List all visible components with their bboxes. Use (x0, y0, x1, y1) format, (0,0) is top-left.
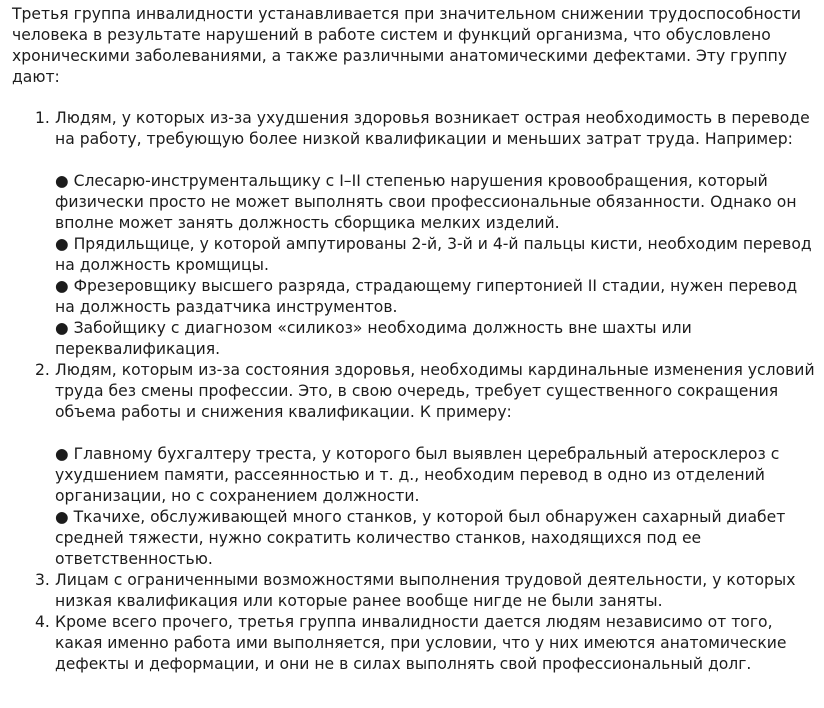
list-item-1 (12, 108, 820, 360)
list-item-3 (12, 570, 820, 612)
item-number: 1. (35, 109, 50, 127)
bullet-item: ● Главному бухгалтеру треста, у которого был выявлен церебральный атеросклероз с ухудшением памяти, рассеянностью и т. д., необходим перевод в одно из отделений организации, но с сохранением должности. (55, 445, 780, 505)
item-number: 3. (35, 571, 50, 589)
bullet-list (55, 171, 820, 360)
intro-paragraph: Третья группа инвалидности устанавливается при значительном снижении трудоспособности человека в результате нарушений в работе систем и функций организма, что обусловлено хроническими заболеваниями, а также различными анатомическими дефектами. Эту группу дают: (12, 5, 802, 86)
document-body (12, 4, 820, 675)
bullet-item: ● Слесарю-инструментальщику с I–II степенью нарушения кровообращения, который физически просто не может выполнять свои профессиональные обязанности. Однако он вполне может занять должность сборщика мелких изделий. (55, 172, 797, 232)
bullet-item: ● Забойщику с диагнозом «силикоз» необходима должность вне шахты или переквалификация. (55, 319, 692, 358)
item-text: Лицам с ограниченными возможностями выполнения трудовой деятельности, у которых низкая квалификация или которые ранее вообще нигде не были заняты. (55, 571, 796, 610)
bullet-item: ● Прядильщице, у которой ампутированы 2-й, 3-й и 4-й пальцы кисти, необходим перевод на должность кромщицы. (55, 235, 812, 274)
item-text: Людям, которым из-за состояния здоровья, необходимы кардинальные изменения условий труда без смены профессии. Это, в свою очередь, требует существенного сокращения объема работы и снижения квалификации. К примеру: (55, 361, 815, 421)
list-item-4 (12, 612, 820, 675)
bullet-list (55, 444, 820, 570)
item-text: Кроме всего прочего, третья группа инвалидности дается людям независимо от того, какая именно работа ими выполняется, при условии, что у них имеются анатомические дефекты и деформации, и они не в силах выполнять свой профессиональный долг. (55, 613, 787, 673)
list-item-2 (12, 360, 820, 570)
item-number: 4. (35, 613, 50, 631)
item-text: Людям, у которых из-за ухудшения здоровья возникает острая необходимость в переводе на работу, требующую более низкой квалификации и меньших затрат труда. Например: (55, 109, 810, 148)
item-number: 2. (35, 361, 50, 379)
bullet-item: ● Ткачихе, обслуживающей много станков, у которой был обнаружен сахарный диабет средней тяжести, нужно сократить количество станков, находящихся под ее ответственностью. (55, 508, 786, 568)
bullet-item: ● Фрезеровщику высшего разряда, страдающему гипертонией II стадии, нужен перевод на должность раздатчика инструментов. (55, 277, 798, 316)
numbered-list (12, 108, 820, 675)
